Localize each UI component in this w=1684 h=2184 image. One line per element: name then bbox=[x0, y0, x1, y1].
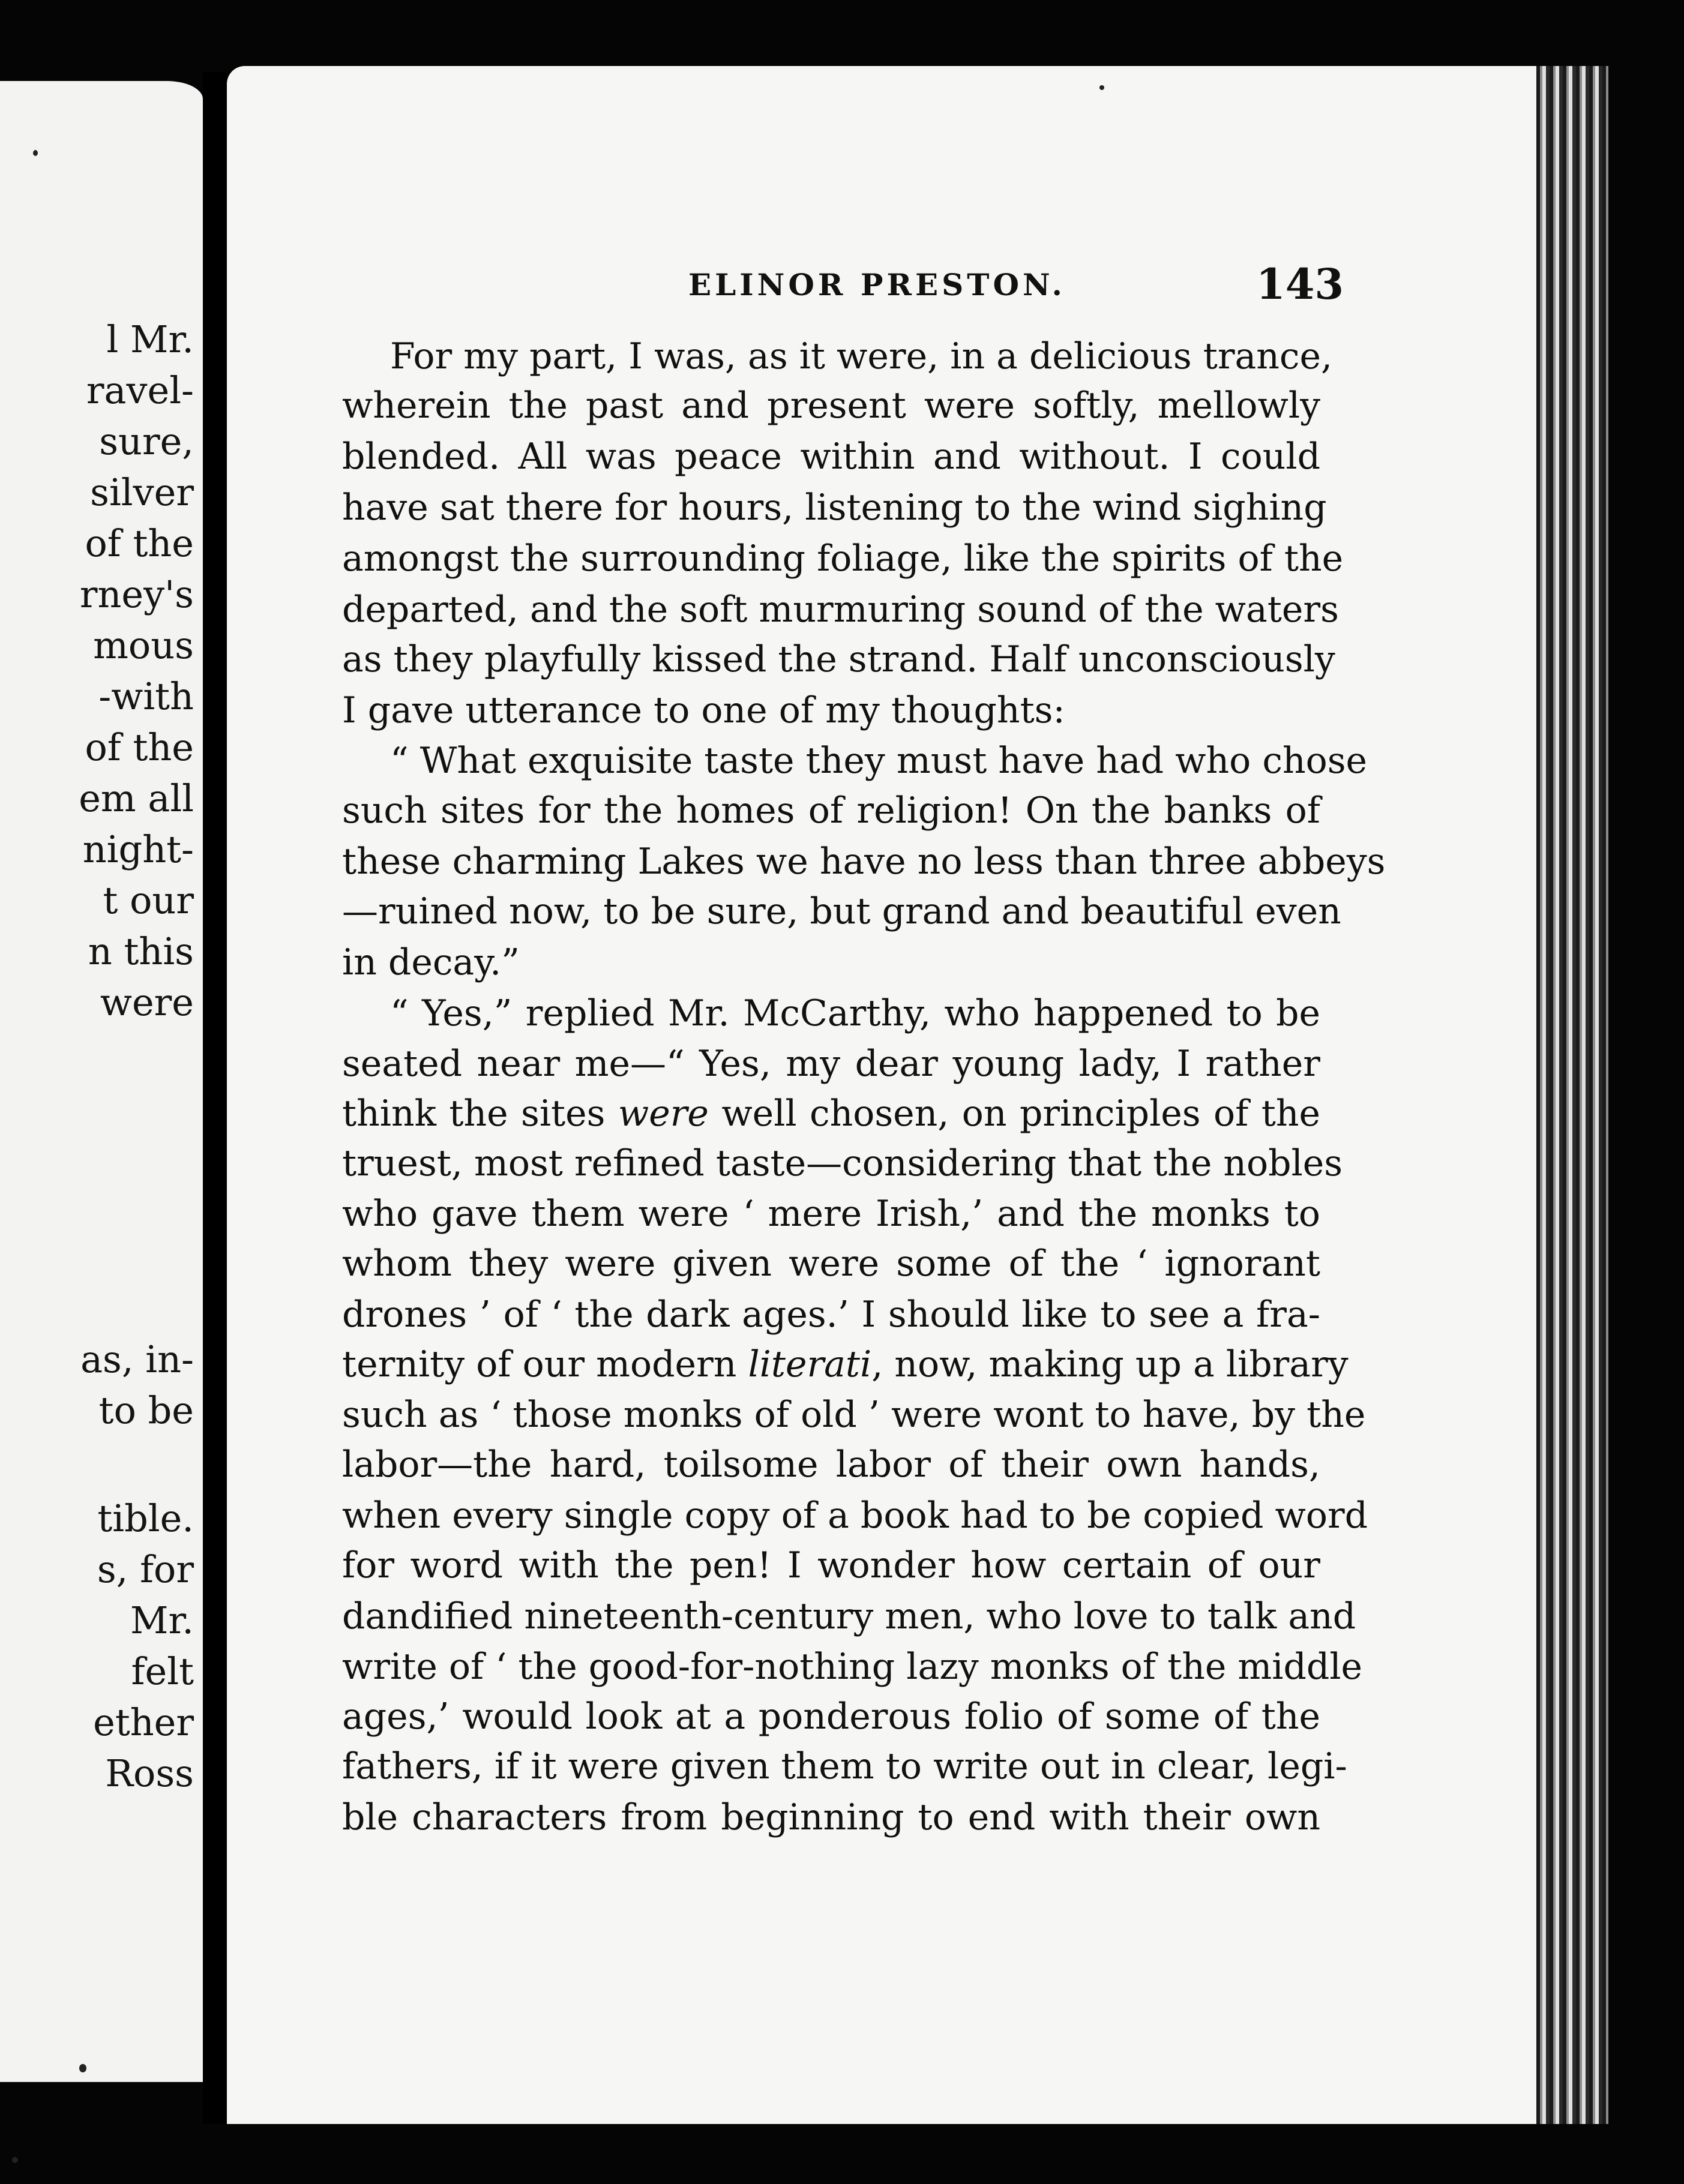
body-line: —ruined now, to be sure, but grand and beautiful even bbox=[342, 890, 1341, 932]
body-line: seated near me—“ Yes, my dear young lady, I rather bbox=[342, 1043, 1320, 1085]
left-page-line: felt bbox=[131, 1649, 194, 1693]
italic-word: were bbox=[618, 1093, 709, 1135]
body-line: write of ‘ the good-for-nothing lazy monks of the middle bbox=[342, 1646, 1363, 1688]
body-line: have sat there for hours, listening to the wind sighing bbox=[342, 487, 1327, 529]
left-page-line: mous bbox=[93, 623, 194, 667]
left-page bbox=[0, 81, 203, 2082]
body-line: such sites for the homes of religion! On the banks of bbox=[342, 790, 1320, 832]
body-line bbox=[342, 1092, 1320, 1135]
book-gutter bbox=[203, 72, 227, 2124]
line-segment: , now, making up a library bbox=[871, 1343, 1349, 1385]
left-page-line: Mr. bbox=[130, 1598, 194, 1642]
left-page-line: -with bbox=[98, 674, 194, 718]
left-page-line: t our bbox=[103, 878, 194, 922]
body-line bbox=[342, 1343, 1349, 1386]
body-line: such as ‘ those monks of old ’ were wont to have, by the bbox=[342, 1394, 1366, 1436]
body-line: labor—the hard, toilsome labor of their own hands, bbox=[342, 1444, 1320, 1486]
body-line: departed, and the soft murmuring sound of the waters bbox=[342, 589, 1339, 631]
line-segment: well chosen, on principles of the bbox=[708, 1093, 1320, 1135]
body-line: in decay.” bbox=[342, 941, 520, 983]
left-page-line: of the bbox=[85, 725, 194, 769]
body-line: I gave utterance to one of my thoughts: bbox=[342, 689, 1065, 731]
body-line: truest, most refined taste—considering that the nobles bbox=[342, 1142, 1343, 1184]
left-page-line: rney's bbox=[79, 572, 194, 616]
left-page-line: Ross bbox=[105, 1751, 194, 1795]
page-number: 143 bbox=[1256, 259, 1344, 309]
body-line: drones ’ of ‘ the dark ages.’ I should like to see a fra- bbox=[342, 1294, 1320, 1336]
body-line: these charming Lakes we have no less than three abbeys bbox=[342, 841, 1386, 883]
line-segment: think the sites bbox=[342, 1093, 618, 1135]
left-page-line: to be bbox=[98, 1388, 194, 1432]
left-page-line: sure, bbox=[99, 419, 194, 463]
left-page-line: s, for bbox=[97, 1547, 194, 1591]
body-line: whom they were given were some of the ‘ ignorant bbox=[342, 1243, 1320, 1285]
left-page-line: em all bbox=[79, 776, 194, 820]
body-line: amongst the surrounding foliage, like the spirits of the bbox=[342, 538, 1344, 580]
left-page-line: as, in- bbox=[80, 1337, 194, 1381]
body-line: who gave them were ‘ mere Irish,’ and the monks to bbox=[342, 1193, 1320, 1235]
left-page-line: night- bbox=[82, 827, 194, 871]
speck bbox=[79, 2064, 86, 2072]
body-line: dandified nineteenth-century men, who love to talk and bbox=[342, 1595, 1356, 1637]
body-line: as they playfully kissed the strand. Half unconsciously bbox=[342, 638, 1335, 680]
left-page-line: ravel- bbox=[86, 368, 194, 412]
body-line: wherein the past and present were softly, mellowly bbox=[342, 385, 1320, 427]
left-page-line: were bbox=[100, 980, 194, 1024]
speck bbox=[33, 150, 38, 156]
page-edges bbox=[1536, 66, 1608, 2124]
speck bbox=[12, 2157, 18, 2163]
body-line: when every single copy of a book had to be copied word bbox=[342, 1495, 1368, 1537]
left-page-line: of the bbox=[85, 521, 194, 565]
line-segment: ternity of our modern bbox=[342, 1343, 748, 1385]
body-line: “ Yes,” replied Mr. McCarthy, who happened to be bbox=[390, 992, 1320, 1034]
body-line: fathers, if it were given them to write out in clear, legi- bbox=[342, 1745, 1347, 1787]
left-page-line: n this bbox=[88, 929, 194, 973]
left-page-line: silver bbox=[90, 470, 194, 514]
left-page-line: tible. bbox=[97, 1496, 194, 1540]
left-page-line: ether bbox=[93, 1700, 194, 1744]
body-line: For my part, I was, as it were, in a delicious trance, bbox=[390, 335, 1333, 377]
left-page-line: l Mr. bbox=[106, 317, 194, 361]
body-line: ble characters from beginning to end with their own bbox=[342, 1796, 1320, 1838]
running-head: ELINOR PRESTON. bbox=[688, 267, 1066, 302]
body-line: ages,’ would look at a ponderous folio of some of the bbox=[342, 1696, 1320, 1738]
italic-word: literati bbox=[748, 1343, 872, 1385]
speck bbox=[1099, 85, 1104, 90]
body-line: “ What exquisite taste they must have had who chose bbox=[390, 740, 1368, 782]
body-line: for word with the pen! I wonder how certain of our bbox=[342, 1544, 1320, 1586]
body-line: blended. All was peace within and without. I could bbox=[342, 436, 1320, 478]
